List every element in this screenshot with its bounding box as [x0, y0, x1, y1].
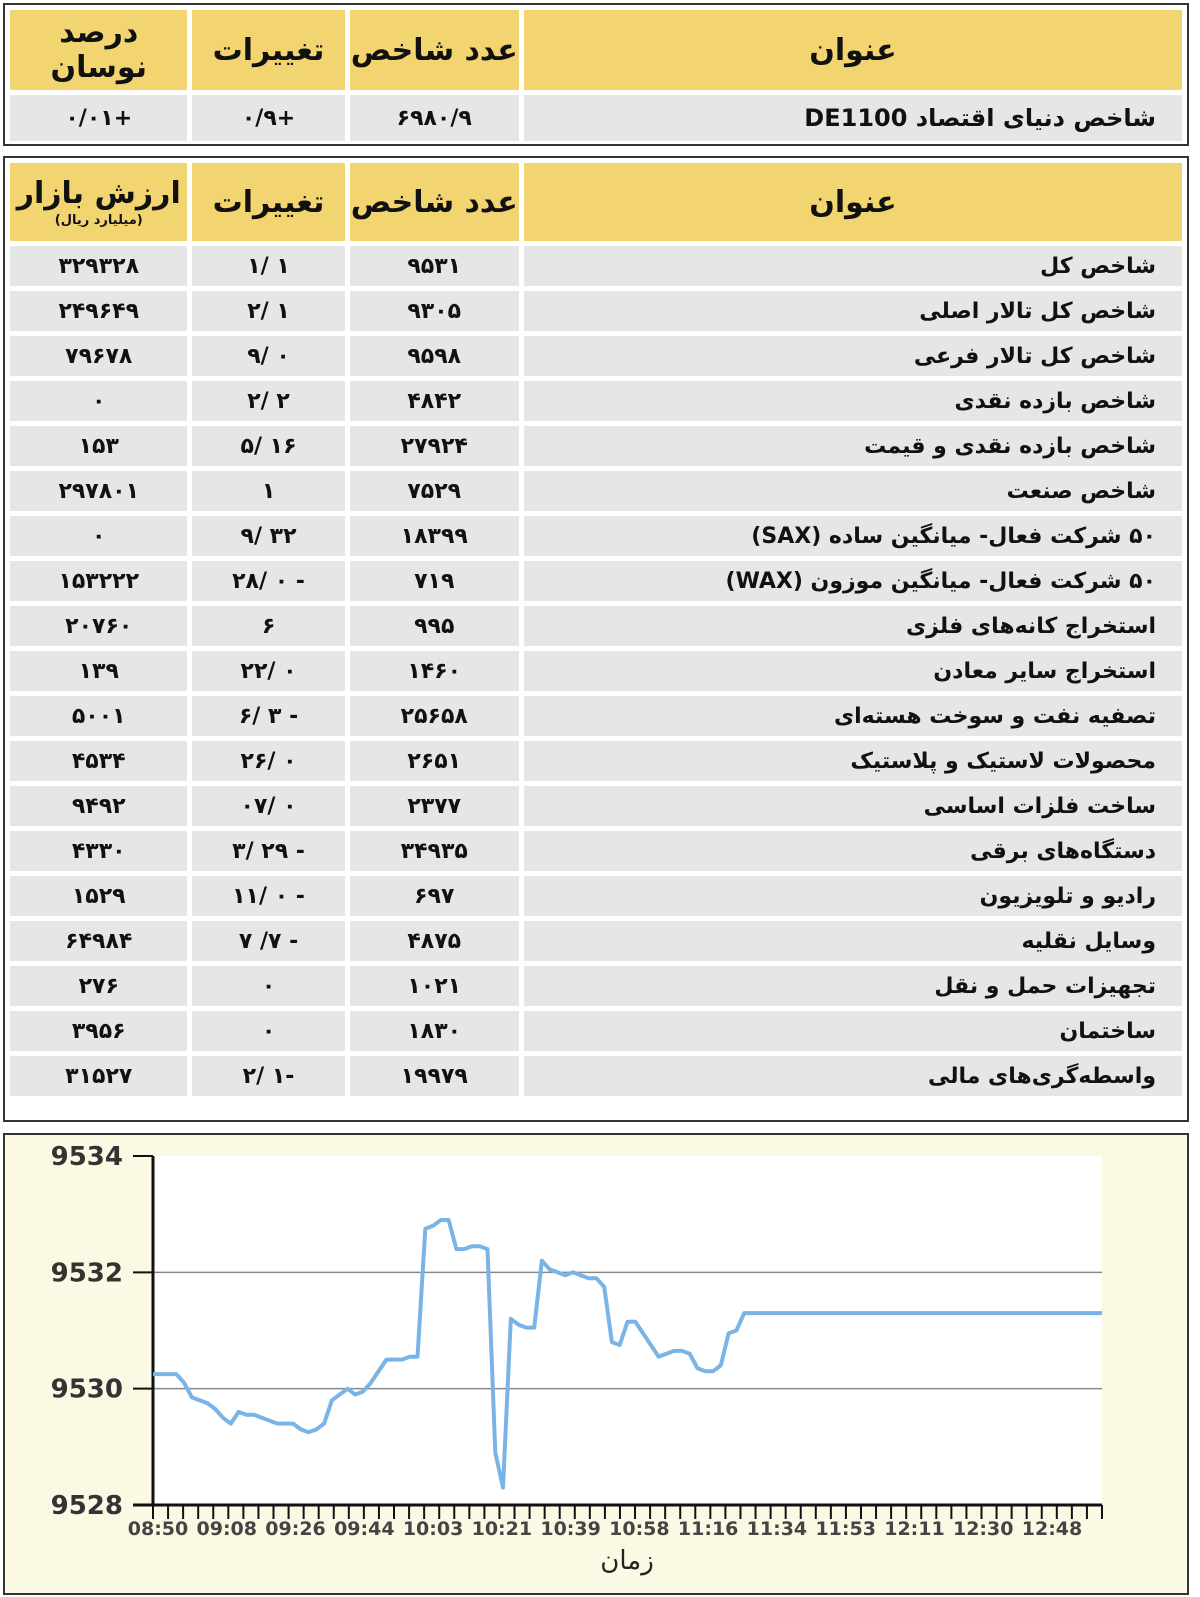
- row-name: محصولات لاستیک و پلاستیک: [524, 741, 1182, 781]
- header-index: عدد شاخص: [350, 10, 519, 90]
- table-row: [10, 561, 1182, 601]
- row-change: - ۲۹ /۳: [192, 831, 344, 871]
- row-name: شاخص کل تالار فرعی: [524, 336, 1182, 376]
- row-name: ۵۰ شرکت فعال- میانگین موزون (WAX): [524, 561, 1182, 601]
- row-change: ۰: [192, 1011, 344, 1051]
- row-index: ۷۱۹: [350, 561, 519, 601]
- header-change: تغییرات: [192, 10, 344, 90]
- x-tick-label: 10:39: [540, 1518, 601, 1540]
- header-change: تغییرات: [192, 163, 344, 241]
- row-index: ۱۴۶۰: [350, 651, 519, 691]
- row-change: - ۷/ ۷: [192, 921, 344, 961]
- row-change: ۰ /۹: [192, 336, 344, 376]
- row-name: واسطه‌گری‌های مالی: [524, 1056, 1182, 1096]
- table-row: [10, 741, 1182, 781]
- row-change: - ۰ /۲۸: [192, 561, 344, 601]
- x-tick-label: 12:11: [884, 1518, 945, 1540]
- row-market-value: ۱۵۲۹: [10, 876, 187, 916]
- row-index: ۹۹۵: [350, 606, 519, 646]
- row-change: ۱ /۱: [192, 246, 344, 286]
- row-name: شاخص کل: [524, 246, 1182, 286]
- row-index: ۷۵۲۹: [350, 471, 519, 511]
- row-index: ۹۳۰۵: [350, 291, 519, 331]
- row-change: +۰/۹: [192, 95, 344, 141]
- table-row: [10, 1056, 1182, 1096]
- x-tick-label: 09:08: [196, 1518, 258, 1540]
- row-market-value: ۹۴۹۲: [10, 786, 187, 826]
- chart-svg: [5, 1135, 1187, 1593]
- row-name: شاخص دنیای اقتصاد DE1100: [524, 95, 1182, 141]
- row-index: ۹۵۳۱: [350, 246, 519, 286]
- table-row: [10, 651, 1182, 691]
- header-title: عنوان: [524, 163, 1182, 241]
- row-percent: +۰/۰۱: [10, 95, 187, 141]
- row-change: ۱۶ /۵: [192, 426, 344, 466]
- row-name: استخراج کانه‌های فلزی: [524, 606, 1182, 646]
- header-percent: درصد نوسان: [10, 10, 187, 90]
- row-index: ۶۹۷: [350, 876, 519, 916]
- row-index: ۲۷۹۲۴: [350, 426, 519, 466]
- row-market-value: ۴۵۳۴: [10, 741, 187, 781]
- row-name: تصفیه نفت و سوخت هسته‌ای: [524, 696, 1182, 736]
- row-change: ۲ /۲: [192, 381, 344, 421]
- row-name: شاخص بازده نقدی: [524, 381, 1182, 421]
- row-name: ساخت فلزات اساسی: [524, 786, 1182, 826]
- table-row: [10, 1011, 1182, 1051]
- x-tick-label: 11:53: [815, 1518, 876, 1540]
- x-tick-label: 08:50: [127, 1518, 189, 1540]
- y-tick-label: 9534: [50, 1142, 123, 1172]
- row-market-value: ۳۱۵۲۷: [10, 1056, 187, 1096]
- row-market-value: ۲۰۷۶۰: [10, 606, 187, 646]
- row-index: ۴۸۴۲: [350, 381, 519, 421]
- row-name: استخراج سایر معادن: [524, 651, 1182, 691]
- row-market-value: ۴۳۳۰: [10, 831, 187, 871]
- row-index: ۱۸۳۹۹: [350, 516, 519, 556]
- table-row: [10, 831, 1182, 871]
- header-index: عدد شاخص: [350, 163, 519, 241]
- x-tick-label: 10:03: [402, 1518, 464, 1540]
- row-index: ۹۵۹۸: [350, 336, 519, 376]
- row-change: ۱: [192, 471, 344, 511]
- y-tick-label: 9532: [50, 1258, 123, 1289]
- market-value-label: ارزش بازار: [16, 176, 181, 211]
- row-name: ۵۰ شرکت فعال- میانگین ساده (SAX): [524, 516, 1182, 556]
- y-tick-label: 9530: [50, 1374, 123, 1405]
- world-index-table: [5, 5, 1187, 146]
- row-index: ۱۸۳۰: [350, 1011, 519, 1051]
- row-market-value: ۵۰۰۱: [10, 696, 187, 736]
- row-index: ۳۴۹۳۵: [350, 831, 519, 871]
- row-change: -۱ /۲: [192, 1056, 344, 1096]
- indices-table: [5, 158, 1187, 1101]
- row-name: دستگاه‌های برقی: [524, 831, 1182, 871]
- row-name: شاخص بازده نقدی و قیمت: [524, 426, 1182, 466]
- row-change: ۳۲ /۹: [192, 516, 344, 556]
- table-row: [10, 966, 1182, 1006]
- row-change: ۰ /۲۲: [192, 651, 344, 691]
- world-index-table-box: [3, 3, 1189, 146]
- row-change: - ۳ /۶: [192, 696, 344, 736]
- row-name: ساختمان: [524, 1011, 1182, 1051]
- market-value-unit: (میلیارد ریال): [54, 213, 143, 228]
- table-row: [10, 606, 1182, 646]
- row-name: تجهیزات حمل و نقل: [524, 966, 1182, 1006]
- row-change: ۶: [192, 606, 344, 646]
- table-row: [10, 426, 1182, 466]
- header-title: عنوان: [524, 10, 1182, 90]
- y-tick-label: 9528: [50, 1491, 123, 1521]
- intraday-index-chart: [3, 1133, 1189, 1595]
- table-row: [10, 876, 1182, 916]
- row-market-value: ۰: [10, 516, 187, 556]
- row-change: ۰ /۲۶: [192, 741, 344, 781]
- row-market-value: ۳۹۵۶: [10, 1011, 187, 1051]
- row-market-value: ۶۴۹۸۴: [10, 921, 187, 961]
- x-tick-label: 12:48: [1021, 1518, 1083, 1540]
- row-index: ۶۹۸۰/۹: [350, 95, 519, 141]
- row-change: ۰: [192, 966, 344, 1006]
- row-index: ۲۶۵۱: [350, 741, 519, 781]
- row-change: ۱ /۲: [192, 291, 344, 331]
- x-tick-label: 12:30: [952, 1518, 1014, 1540]
- row-market-value: ۷۹۶۷۸: [10, 336, 187, 376]
- row-index: ۲۵۶۵۸: [350, 696, 519, 736]
- row-market-value: ۳۲۹۳۲۸: [10, 246, 187, 286]
- table-row: [10, 471, 1182, 511]
- x-tick-label: 10:58: [609, 1518, 670, 1540]
- row-index: ۱۰۲۱: [350, 966, 519, 1006]
- x-tick-label: 10:21: [471, 1518, 533, 1540]
- row-market-value: ۲۴۹۶۴۹: [10, 291, 187, 331]
- indices-table-box: [3, 156, 1189, 1122]
- row-market-value: ۲۹۷۸۰۱: [10, 471, 187, 511]
- table-row: [10, 696, 1182, 736]
- x-axis-title: زمان: [600, 1546, 654, 1576]
- row-index: ۴۸۷۵: [350, 921, 519, 961]
- row-market-value: ۱۳۹: [10, 651, 187, 691]
- x-tick-label: 11:34: [746, 1518, 808, 1540]
- table-row: [10, 246, 1182, 286]
- table-row: [10, 336, 1182, 376]
- row-market-value: ۲۷۶: [10, 966, 187, 1006]
- table-row: [10, 921, 1182, 961]
- row-name: شاخص کل تالار اصلی: [524, 291, 1182, 331]
- row-change: - ۰ /۱۱: [192, 876, 344, 916]
- table-row: [10, 516, 1182, 556]
- header-market-value: [10, 163, 187, 241]
- x-tick-label: 09:44: [334, 1518, 395, 1540]
- row-index: ۲۳۷۷: [350, 786, 519, 826]
- row-market-value: ۱۵۳: [10, 426, 187, 466]
- row-name: وسایل نقلیه: [524, 921, 1182, 961]
- table-row: [10, 95, 1182, 141]
- indices-table-body: [10, 246, 1182, 1096]
- row-name: رادیو و تلویزیون: [524, 876, 1182, 916]
- x-tick-label: 11:16: [677, 1518, 739, 1540]
- table-row: [10, 381, 1182, 421]
- plot-area: [153, 1156, 1102, 1505]
- row-change: ۰ /۰۷: [192, 786, 344, 826]
- row-market-value: ۱۵۳۲۲۲: [10, 561, 187, 601]
- x-tick-label: 09:26: [265, 1518, 326, 1540]
- row-index: ۱۹۹۷۹: [350, 1056, 519, 1096]
- row-name: شاخص صنعت: [524, 471, 1182, 511]
- row-market-value: ۰: [10, 381, 187, 421]
- table-row: [10, 291, 1182, 331]
- table-row: [10, 786, 1182, 826]
